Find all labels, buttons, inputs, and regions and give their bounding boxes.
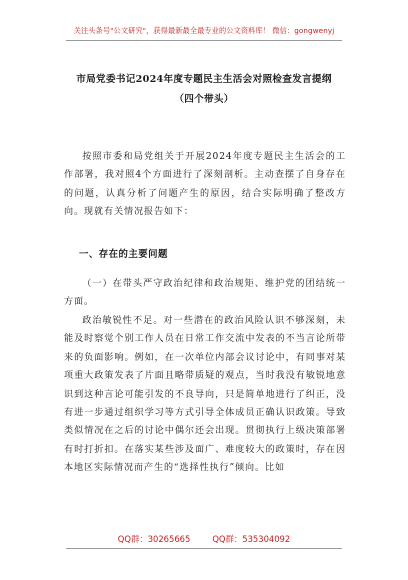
header-promo-banner: 关注头条号"公文研究"，获得最新最全最专业的公文资料库！ 微信：gongwenyj	[73, 26, 335, 35]
document-title: 市局党委书记2024年度专题民主生活会对照检查发言提纲	[76, 74, 332, 85]
footer-divider	[66, 548, 342, 549]
intro-paragraph: 按照市委和局党组关于开展2024年度专题民主生活会的工作部署，我对照4个方面进行了深刻剖析。主动查摆了自身存在的问题，认真分析了问题产生的原因，结合实际明确了整改方向。现就有关情况报告如下：	[64, 152, 346, 218]
section-heading-problems: 一、存在的主要问题	[79, 249, 168, 260]
footer-qq-group-1: QQ群：30265665	[117, 534, 191, 544]
body-paragraph: 政治敏锐性不足。对一些潜在的政治风险认识不够深刻，未能及时察觉个别工作人员在日常工作交流中发表的不当言论所带来的负面影响。例如，在一次单位内部会议讨论中，有同事对某项重大政策发表了片面且略带质疑的观点，当时我没有敏锐地意识到这种言论可能引发的不良导向，只是简单地进行了纠正，没有进一步通过组织学习等方式引导全体成员正确认识政策。导致类似情况在之后的讨论中偶尔还会出现。贯彻执行上级决策部署有时打折扣。在落实某些涉及面广、难度较大的政策时，存在因本地区实际情况而产生的“选择性执行”倾向。比如	[64, 316, 346, 474]
header-divider	[66, 40, 342, 41]
footer-qq-group-2: QQ群：535304092	[212, 534, 291, 544]
document-subtitle: （四个带头）	[174, 94, 234, 105]
footer-promo-banner	[0, 533, 408, 545]
subsection-heading-political-discipline: （一）在带头严守政治纪律和政治规矩、维护党的团结统一方面。	[64, 279, 346, 308]
